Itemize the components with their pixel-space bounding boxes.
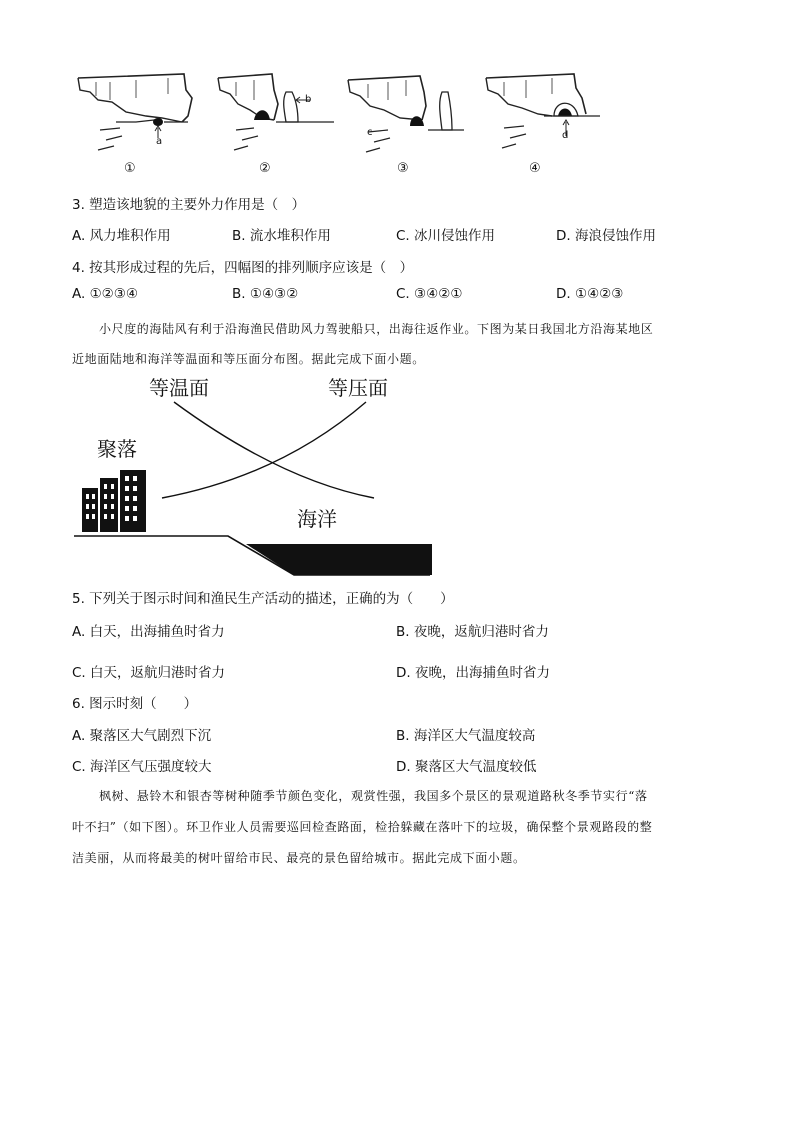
landform-label-1: ①	[124, 161, 136, 176]
landform-sketch-4	[482, 70, 606, 162]
question-5-option-d[interactable]: D. 夜晚，出海捕鱼时省力	[396, 665, 550, 681]
marker-b: b	[305, 94, 312, 105]
landform-sketch-1	[76, 70, 196, 162]
intro-paragraph-2-line-2: 叶不扫”（如下图）。环卫作业人员需要巡回检查路面，检拾躲藏在落叶下的垃圾，确保整个景观路段的整	[72, 820, 653, 834]
question-4-option-d[interactable]: D. ①④②③	[556, 286, 624, 302]
question-6-option-d[interactable]: D. 聚落区大气温度较低	[396, 759, 537, 775]
landform-sketch-3	[344, 70, 470, 162]
ocean-label: 海洋	[297, 507, 337, 531]
isotherm-label: 等温面	[149, 376, 209, 400]
question-5-stem: 5. 下列关于图示时间和渔民生产活动的描述，正确的为（ ）	[72, 591, 454, 607]
question-3-stem: 3. 塑造该地貌的主要外力作用是（ ）	[72, 197, 306, 213]
landform-label-4: ④	[529, 161, 541, 176]
question-6-stem: 6. 图示时刻（ ）	[72, 696, 198, 712]
question-3-option-b[interactable]: B. 流水堆积作用	[232, 228, 331, 244]
intro-paragraph-2-line-1: 枫树、悬铃木和银杏等树种随季节颜色变化，观赏性强，我国多个景区的景观道路秋冬季节实行“落	[99, 789, 648, 803]
marker-a: a	[156, 136, 163, 147]
question-6-option-c[interactable]: C. 海洋区气压强度较大	[72, 759, 212, 775]
question-3-option-a[interactable]: A. 风力堆积作用	[72, 228, 171, 244]
isotherm-curve	[174, 402, 374, 498]
question-4-option-c[interactable]: C. ③④②①	[396, 286, 463, 302]
settlement-label: 聚落	[97, 437, 137, 461]
question-4-option-a[interactable]: A. ①②③④	[72, 286, 138, 302]
ocean-body	[246, 544, 432, 575]
question-6-option-b[interactable]: B. 海洋区大气温度较高	[396, 728, 536, 744]
intro-paragraph-2-line-3: 洁美丽，从而将最美的树叶留给市民、最亮的景色留给城市。据此完成下面小题。	[72, 851, 526, 865]
question-4-option-b[interactable]: B. ①④③②	[232, 286, 299, 302]
question-5-option-b[interactable]: B. 夜晚，返航归港时省力	[396, 624, 549, 640]
isobar-curve	[162, 402, 366, 498]
question-5-option-a[interactable]: A. 白天，出海捕鱼时省力	[72, 624, 225, 640]
isotherm-isobar-diagram	[70, 370, 440, 582]
question-3-option-c[interactable]: C. 冰川侵蚀作用	[396, 228, 496, 244]
question-3-option-d[interactable]: D. 海浪侵蚀作用	[556, 228, 656, 244]
marker-c: c	[367, 127, 373, 138]
intro-paragraph-1-line-2: 近地面陆地和海洋等温面和等压面分布图。据此完成下面小题。	[72, 352, 425, 366]
intro-paragraph-1-line-1: 小尺度的海陆风有利于沿海渔民借助风力驾驶船只，出海往返作业。下图为某日我国北方沿海某地区	[99, 322, 654, 336]
settlement-buildings	[82, 470, 146, 532]
landform-label-3: ③	[397, 161, 409, 176]
landform-label-2: ②	[259, 161, 271, 176]
question-5-option-c[interactable]: C. 白天，返航归港时省力	[72, 665, 226, 681]
isobar-label: 等压面	[328, 376, 388, 400]
landform-sketch-2	[214, 70, 340, 162]
marker-d: d	[562, 130, 569, 141]
question-4-stem: 4. 按其形成过程的先后，四幅图的排列顺序应该是（ ）	[72, 260, 414, 276]
question-6-option-a[interactable]: A. 聚落区大气剧烈下沉	[72, 728, 212, 744]
